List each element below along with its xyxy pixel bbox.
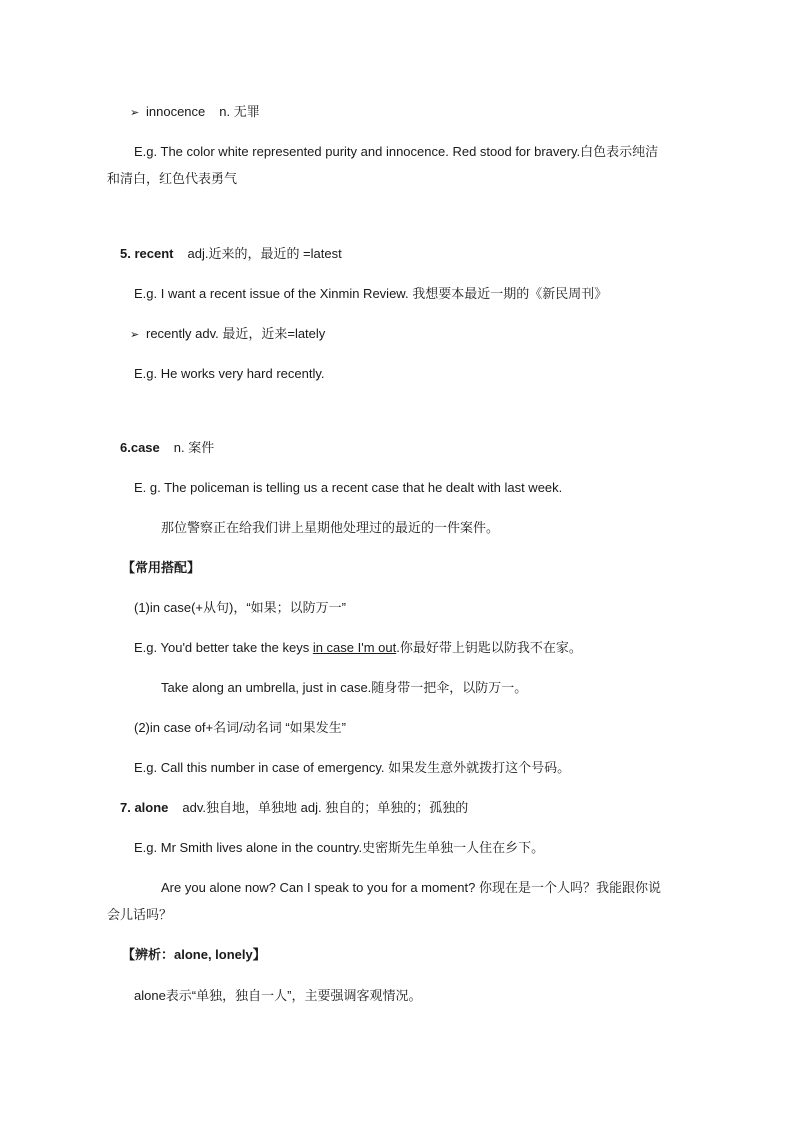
alone-example-2-line2: 会儿话吗？ [107,907,173,922]
alone-example-2-line1: Are you alone now? Can I speak to you for a moment? 你现在是一个人吗？我能跟你说 [161,880,661,895]
case-definition: n. 案件 [173,440,215,455]
case-example-translation: 那位警察正在给我们讲上星期他处理过的最近的一件案件。 [161,520,500,535]
case-example: E. g. The policeman is telling us a recent case that he dealt with last week. [134,480,563,495]
alone-heading: 7. alone [120,800,169,815]
recent-entry [120,244,342,264]
recently-entry [130,324,325,345]
collocation-title: 【常用搭配】 [122,560,201,575]
in-case-of-phrase: (2)in case of+名词/动名词 “如果发生” [134,720,347,735]
recent-heading: 5. recent [120,246,174,261]
case-entry [120,438,214,458]
innocence-example-line2: 和清白，红色代表勇气 [107,171,238,186]
in-case-underlined-clause: in case I'm out [312,640,397,655]
innocence-example-line1: E.g. The color white represented purity and innocence. Red stood for bravery.白色表示纯洁 [134,144,659,159]
innocence-word: innocence [146,104,206,119]
in-case-example-start: E.g. You'd better take the keys [134,640,313,655]
in-case-example [134,638,582,658]
in-case-of-example: E.g. Call this number in case of emergency. 如果发生意外就拨打这个号码。 [134,760,571,775]
analysis-text: alone表示“单独，独自一人”，主要强调客观情况。 [134,988,422,1003]
bullet-arrow-icon: ➢ [130,107,140,119]
innocence-pos: n. 无罪 [219,104,260,119]
alone-example: E.g. Mr Smith lives alone in the country.史密斯先生单独一人住在乡下。 [134,840,545,855]
recent-example: E.g. I want a recent issue of the Xinmin Review. 我想要本最近一期的《新民周刊》 [134,286,608,301]
case-heading: 6.case [120,440,160,455]
bullet-arrow-icon: ➢ [130,329,140,341]
in-case-example-2: Take along an umbrella, just in case.随身带一把伞，以防万一。 [161,680,528,695]
in-case-example-end: .你最好带上钥匙以防我不在家。 [396,640,582,655]
alone-definition: adv.独自地，单独地 adj. 独自的；单独的；孤独的 [182,800,469,815]
in-case-phrase: (1)in case(+从句)，“如果；以防万一” [134,600,346,615]
analysis-title: 【辨析：alone, lonely】 [122,947,266,962]
recently-example: E.g. He works very hard recently. [134,366,325,381]
recently-definition: recently adv. 最近，近来=lately [146,326,326,341]
recent-definition: adj.近来的，最近的 =latest [187,246,342,261]
innocence-entry [130,102,260,123]
alone-entry [120,798,468,818]
